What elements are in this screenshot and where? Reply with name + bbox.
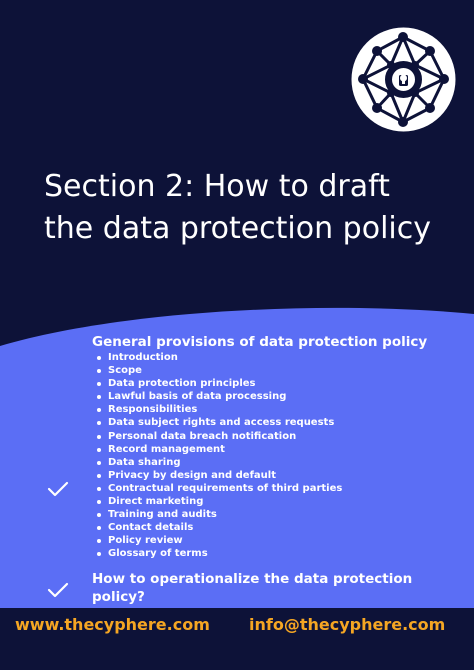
list-item-label: Policy review	[108, 535, 183, 547]
bullet-icon	[97, 526, 101, 530]
bullet-icon	[97, 395, 101, 399]
list-item-label: Glossary of terms	[108, 548, 208, 560]
provisions-list	[97, 351, 342, 561]
list-item	[97, 430, 342, 443]
list-item-label: Direct marketing	[108, 496, 204, 508]
list-item	[97, 351, 342, 364]
bullet-icon	[97, 408, 101, 412]
checkmark-icon	[47, 481, 69, 497]
list-item-label: Data protection principles	[108, 378, 256, 390]
list-item-label: Data subject rights and access requests	[108, 417, 335, 429]
list-item-label: Responsibilities	[108, 404, 198, 416]
bullet-icon	[97, 461, 101, 465]
bullet-icon	[97, 487, 101, 491]
list-item	[97, 377, 342, 390]
list-item-label: Scope	[108, 365, 142, 377]
list-item	[97, 390, 342, 403]
bullet-icon	[97, 552, 101, 556]
bullet-icon	[97, 369, 101, 373]
bullet-icon	[97, 513, 101, 517]
bullet-icon	[97, 500, 101, 504]
list-item-label: Contact details	[108, 522, 194, 534]
list-item-label: Introduction	[108, 352, 178, 363]
general-provisions-heading: General provisions of data protection policy	[92, 334, 428, 350]
bullet-icon	[97, 474, 101, 478]
bullet-icon	[97, 539, 101, 543]
list-item	[97, 508, 342, 521]
list-item-label: Lawful basis of data processing	[108, 391, 287, 403]
list-item	[97, 534, 342, 547]
list-item-label: Record management	[108, 443, 225, 455]
page-title: Section 2: How to draft the data protection policy	[44, 169, 431, 246]
bullet-icon	[97, 448, 101, 452]
list-item-label: Contractual requirements of third parties	[108, 482, 343, 494]
checkmark-icon	[47, 582, 69, 598]
operationalize-heading: How to operationalize the data protection policy?	[92, 571, 413, 605]
bullet-icon	[97, 435, 101, 439]
website-link[interactable]: www.thecyphere.com	[15, 615, 210, 634]
list-item	[97, 482, 342, 495]
list-item	[97, 416, 342, 429]
list-item	[97, 403, 342, 416]
list-item-label: Data sharing	[108, 456, 181, 468]
list-item-label: Personal data breach notification	[108, 430, 297, 442]
list-item	[97, 495, 342, 508]
list-item	[97, 364, 342, 377]
list-item	[97, 469, 342, 482]
bullet-icon	[97, 356, 101, 360]
bullet-icon	[97, 382, 101, 386]
list-item	[97, 456, 342, 469]
list-item	[97, 443, 342, 456]
cyphere-logo-icon	[351, 27, 456, 132]
list-item	[97, 547, 342, 560]
email-link[interactable]: info@thecyphere.com	[249, 615, 446, 634]
bullet-icon	[97, 421, 101, 425]
list-item-label: Privacy by design and default	[108, 469, 276, 481]
list-item-label: Training and audits	[108, 509, 217, 521]
list-item	[97, 521, 342, 534]
